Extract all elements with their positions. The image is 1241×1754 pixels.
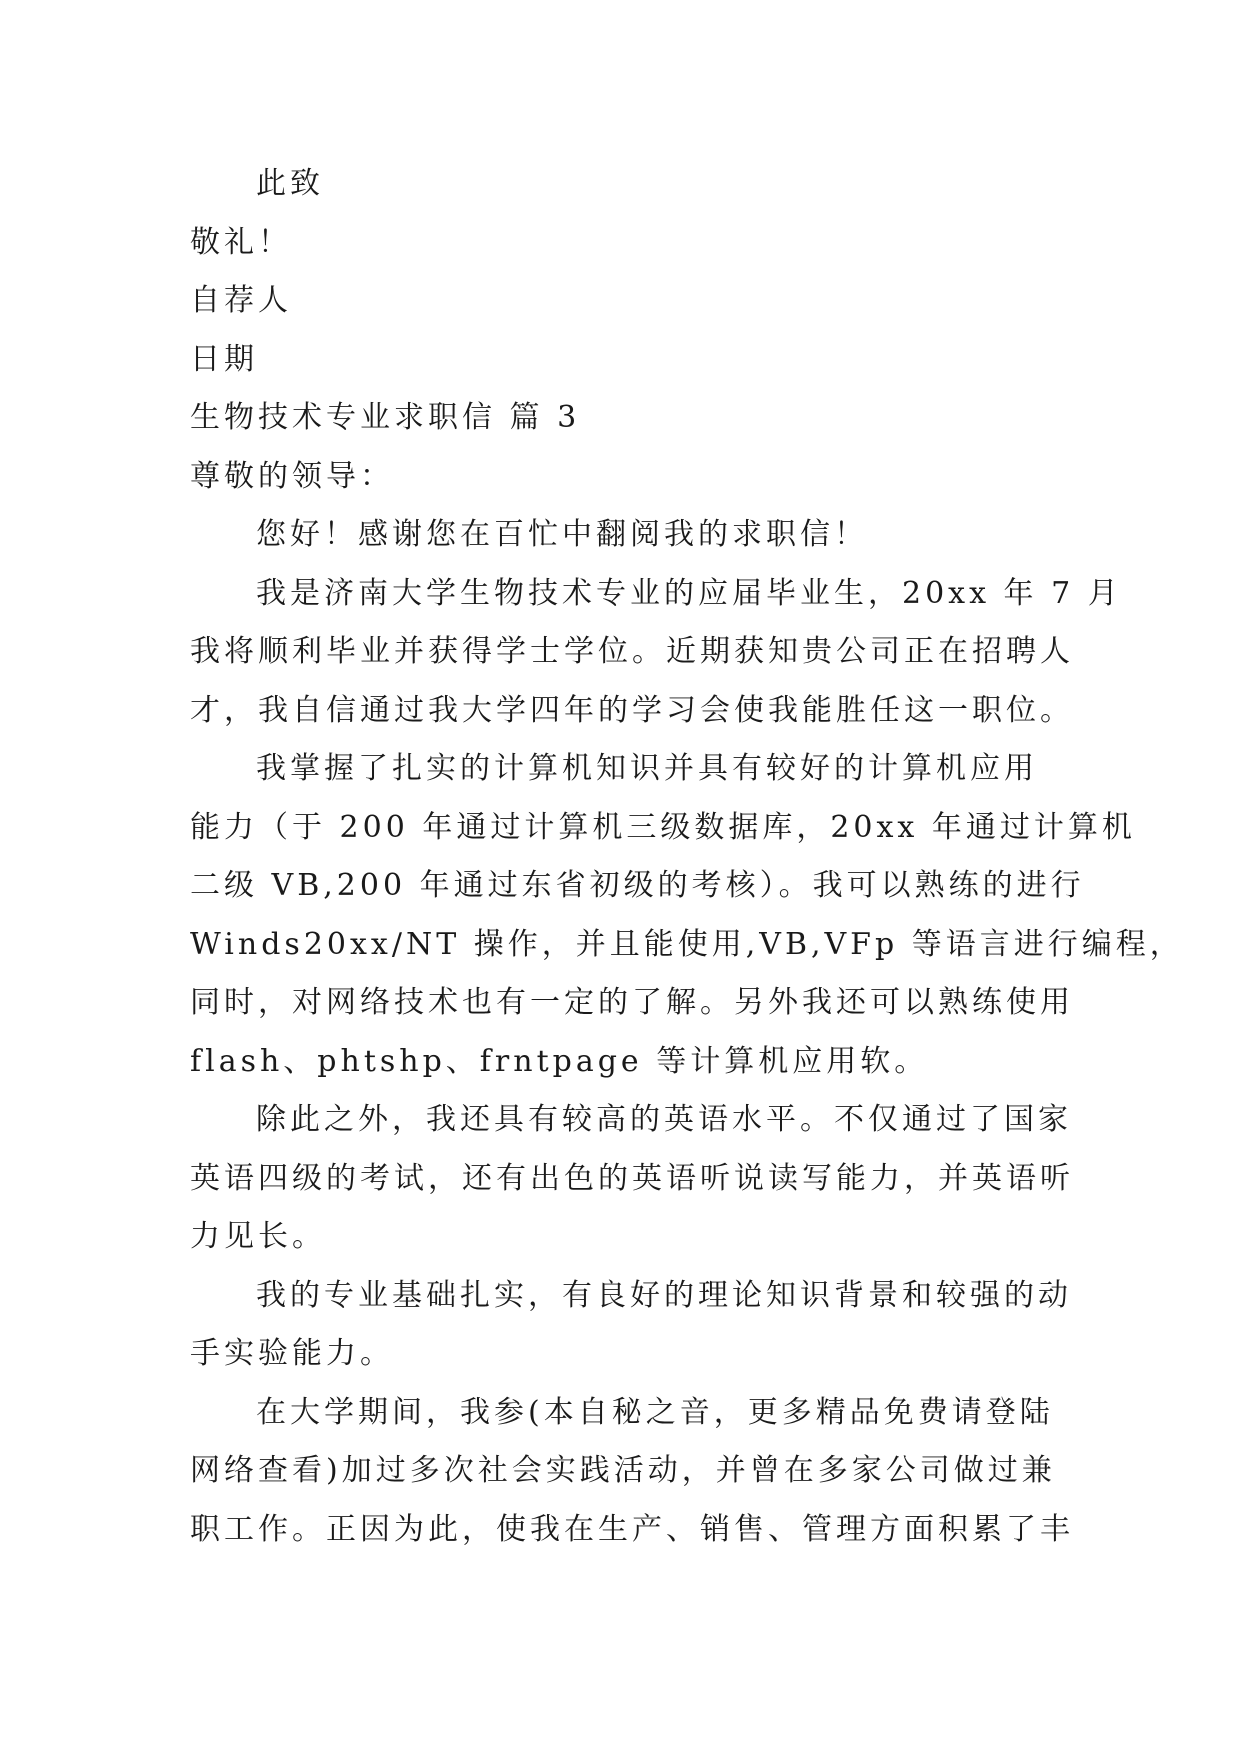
paragraph-line: 我的专业基础扎实，有良好的理论知识背景和较强的动: [256, 1277, 1072, 1313]
greeting: 尊敬的领导：: [190, 458, 394, 494]
date-label: 日期: [190, 341, 258, 377]
paragraph-line: 二级 VB,200 年通过东省初级的考核）。我可以熟练的进行: [190, 868, 1085, 903]
document-body: [190, 155, 1184, 1559]
closing-salutation: 此致: [256, 166, 324, 201]
paragraph-line: 能力（于 200 年通过计算机三级数据库，20xx 年通过计算机: [190, 809, 1136, 845]
paragraph-line: 我是济南大学生物技术专业的应届毕业生，20xx 年 7 月: [256, 575, 1122, 611]
paragraph-line: 在大学期间，我参(本自秘之音，更多精品免费请登陆: [256, 1394, 1054, 1430]
paragraph-line: 力见长。: [190, 1219, 326, 1254]
closing-regards: 敬礼！: [190, 224, 292, 260]
paragraph-line: 我将顺利毕业并获得学士学位。近期获知贵公司正在招聘人: [190, 634, 1074, 669]
signature-label: 自荐人: [190, 283, 292, 318]
paragraph-line: 我掌握了扎实的计算机知识并具有较好的计算机应用: [256, 751, 1038, 786]
paragraph-line: 才，我自信通过我大学四年的学习会使我能胜任这一职位。: [190, 692, 1074, 728]
paragraph-line: 英语四级的考试，还有出色的英语听说读写能力，并英语听: [190, 1160, 1074, 1196]
paragraph-line: 您好！感谢您在百忙中翻阅我的求职信！: [256, 517, 868, 552]
paragraph-line: Winds20xx/NT 操作，并且能使用,VB,VFp 等语言进行编程，: [190, 926, 1184, 962]
paragraph-line: 除此之外，我还具有较高的英语水平。不仅通过了国家: [256, 1102, 1072, 1137]
paragraph-line: flash、phtshp、frntpage 等计算机应用软。: [190, 1043, 929, 1079]
section-heading: 生物技术专业求职信 篇 3: [190, 400, 581, 435]
paragraph-line: 手实验能力。: [190, 1336, 394, 1371]
paragraph-line: 职工作。正因为此，使我在生产、销售、管理方面积累了丰: [190, 1511, 1074, 1547]
paragraph-line: 同时，对网络技术也有一定的了解。另外我还可以熟练使用: [190, 985, 1074, 1020]
paragraph-line: 网络查看)加过多次社会实践活动，并曾在多家公司做过兼: [190, 1453, 1056, 1488]
